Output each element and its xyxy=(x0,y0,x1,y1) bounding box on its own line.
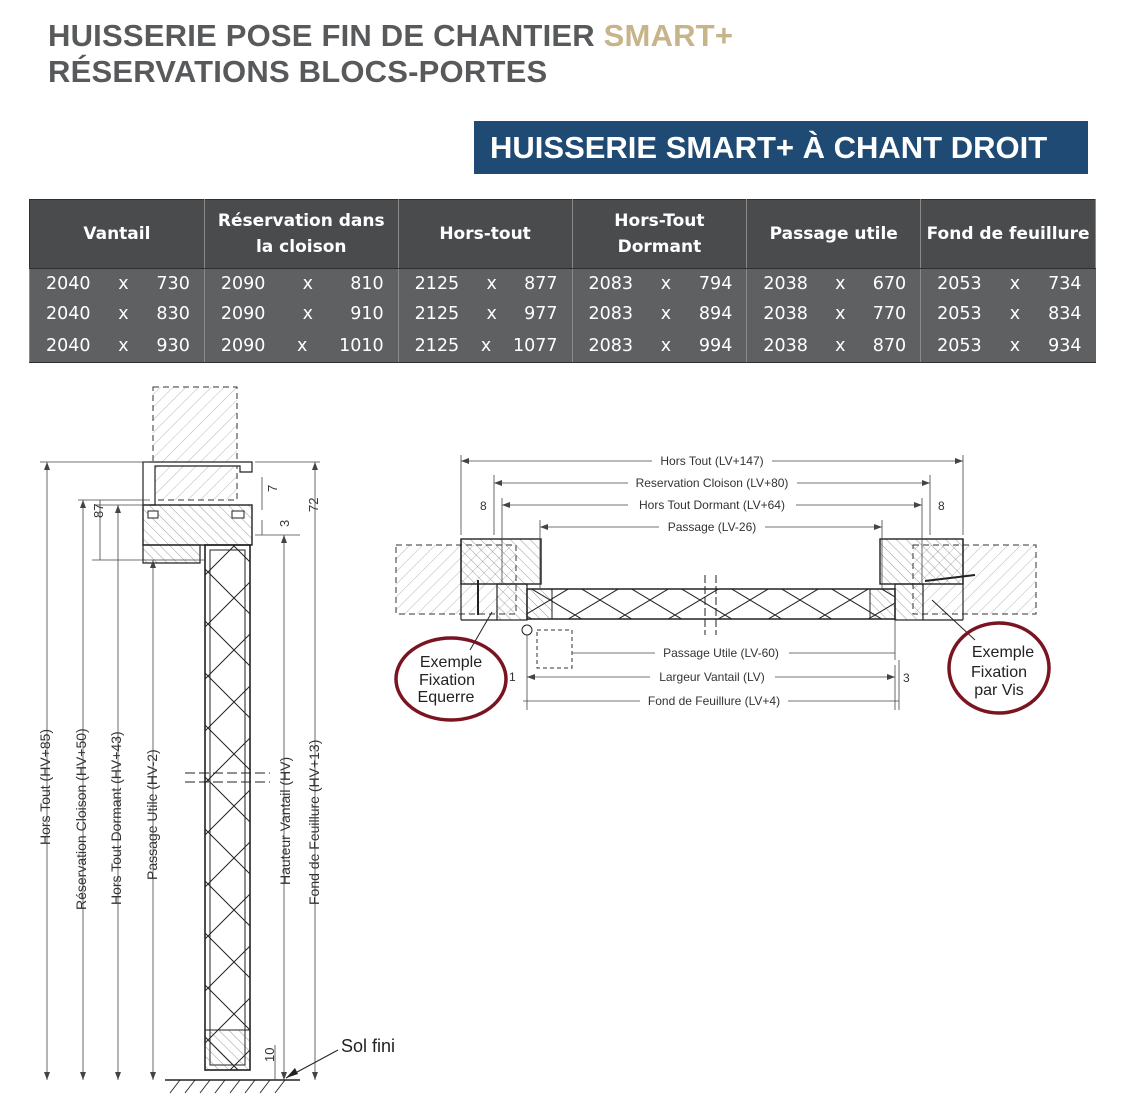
page-subtitle: RÉSERVATIONS BLOCS-PORTES xyxy=(48,54,548,89)
cell-height: 2090 xyxy=(220,335,266,356)
cell-separator: x xyxy=(1009,304,1021,324)
cell-height: 2125 xyxy=(414,335,460,356)
cell-separator: x xyxy=(118,335,129,356)
dim-hors-tout-dormant-h: Hors Tout Dormant (LV+64) xyxy=(639,498,785,512)
title-accent: SMART+ xyxy=(603,18,734,53)
dim-left-8: 8 xyxy=(480,499,487,513)
cell-height: 2038 xyxy=(763,335,808,356)
cell-width: 934 xyxy=(1048,335,1082,356)
cell-separator: x xyxy=(835,335,846,356)
cell-height: 2040 xyxy=(46,304,91,324)
dim-reservation-cloison-v: Réservation Cloison (HV+50) xyxy=(73,728,89,910)
header-passage-utile: Passage utile xyxy=(747,200,921,269)
dim-largeur-vantail: Largeur Vantail (LV) xyxy=(659,670,765,684)
dim-right-3: 3 xyxy=(903,671,910,685)
cell-separator: x xyxy=(486,304,497,324)
cell-width: 994 xyxy=(698,335,733,356)
horizontal-frame-left xyxy=(461,539,541,584)
dim-passage-h: Passage (LV-26) xyxy=(667,520,757,534)
cell-height: 2090 xyxy=(220,274,266,294)
cell-height: 2040 xyxy=(46,335,91,356)
cell-height: 2125 xyxy=(414,274,460,294)
dim-3: 3 xyxy=(277,519,292,527)
dim-hauteur-vantail: Hauteur Vantail (HV) xyxy=(277,756,293,885)
cell-width: 670 xyxy=(872,274,907,294)
cell-separator: x xyxy=(660,335,672,356)
cell-separator: x xyxy=(486,274,497,294)
cell-width: 977 xyxy=(524,304,558,324)
header-hors-tout-dormant: Hors-Tout Dormant xyxy=(572,200,747,269)
title-main: HUISSERIE POSE FIN DE CHANTIER xyxy=(48,18,604,53)
callout-vis-line3: par Vis xyxy=(974,682,1024,699)
vertical-door-leaf xyxy=(205,545,250,1070)
dim-reservation-cloison-h: Reservation Cloison (LV+80) xyxy=(635,476,789,490)
callout-equerre-line3: Equerre xyxy=(417,689,475,706)
cell-separator: x xyxy=(660,274,672,294)
cell-height: 2040 xyxy=(46,274,91,294)
cell-width: 794 xyxy=(698,274,733,294)
cell-width: 877 xyxy=(524,274,558,294)
cell-width: 910 xyxy=(350,304,384,324)
cell-height: 2038 xyxy=(763,274,808,294)
cell-height: 2090 xyxy=(220,304,266,324)
dim-passage-utile-h: Passage Utile (LV-60) xyxy=(663,646,779,660)
callout-vis-line2: Fixation xyxy=(970,664,1028,681)
header-hors-tout: Hors-tout xyxy=(398,200,572,269)
dim-passage-utile-v: Passage Utile (HV-2) xyxy=(144,749,160,880)
callout-equerre-line1: Exemple xyxy=(419,654,483,671)
cell-width: 1077 xyxy=(512,335,558,356)
dim-10: 10 xyxy=(262,1047,277,1062)
cell-height: 2083 xyxy=(588,335,634,356)
cell-width: 734 xyxy=(1048,274,1082,294)
dim-72: 72 xyxy=(306,497,321,512)
cell-separator: x xyxy=(1009,274,1021,294)
cell-separator: x xyxy=(297,335,308,356)
floor-label: Sol fini xyxy=(341,1036,396,1056)
header-reservation: Réservation dans la cloison xyxy=(204,200,398,269)
header-vantail: Vantail xyxy=(30,200,205,269)
cell-height: 2053 xyxy=(937,274,982,294)
dim-fond-feuillure-h: Fond de Feuillure (LV+4) xyxy=(647,694,781,708)
cell-height: 2083 xyxy=(588,304,634,324)
cell-width: 894 xyxy=(698,304,733,324)
dim-7: 7 xyxy=(265,484,280,492)
cell-separator: x xyxy=(302,274,313,294)
cell-width: 830 xyxy=(156,304,190,324)
cell-separator: x xyxy=(118,274,129,294)
cell-separator: x xyxy=(660,304,672,324)
cell-separator: x xyxy=(835,304,846,324)
dim-hors-tout-v: Hors Tout (HV+85) xyxy=(37,728,53,845)
dim-right-8: 8 xyxy=(938,499,945,513)
cell-width: 1010 xyxy=(339,335,384,356)
callout-equerre-line2: Fixation xyxy=(418,672,476,689)
dim-87: 87 xyxy=(91,503,106,518)
dim-hors-tout-dormant-v: Hors Tout Dormant (HV+43) xyxy=(108,731,124,905)
cell-height: 2053 xyxy=(937,335,982,356)
vertical-section xyxy=(37,387,395,1093)
cell-width: 870 xyxy=(872,335,907,356)
cell-width: 730 xyxy=(156,274,190,294)
cell-separator: x xyxy=(1009,335,1021,356)
vertical-wall-reservation xyxy=(153,387,237,500)
section-banner: HUISSERIE SMART+ À CHANT DROIT xyxy=(474,121,1088,174)
cell-separator: x xyxy=(480,335,492,356)
horizontal-section xyxy=(396,454,1049,720)
dim-left-1: 1 xyxy=(509,670,516,684)
header-fond-feuillure: Fond de feuillure xyxy=(921,200,1096,269)
cell-height: 2053 xyxy=(937,304,982,324)
dim-fond-feuillure-v: Fond de Feuillure (HV+13) xyxy=(306,739,322,905)
cell-separator: x xyxy=(835,274,846,294)
cell-height: 2083 xyxy=(588,274,634,294)
horizontal-door-leaf xyxy=(527,589,895,619)
cell-width: 770 xyxy=(872,304,907,324)
cell-width: 834 xyxy=(1048,304,1082,324)
cell-width: 930 xyxy=(156,335,190,356)
cell-separator: x xyxy=(118,304,129,324)
cell-height: 2038 xyxy=(763,304,808,324)
callout-vis-line1: Exemple xyxy=(971,644,1035,661)
cell-separator: x xyxy=(302,304,313,324)
cell-width: 810 xyxy=(350,274,384,294)
dim-hors-tout-h: Hors Tout (LV+147) xyxy=(660,454,764,468)
cell-height: 2125 xyxy=(414,304,460,324)
